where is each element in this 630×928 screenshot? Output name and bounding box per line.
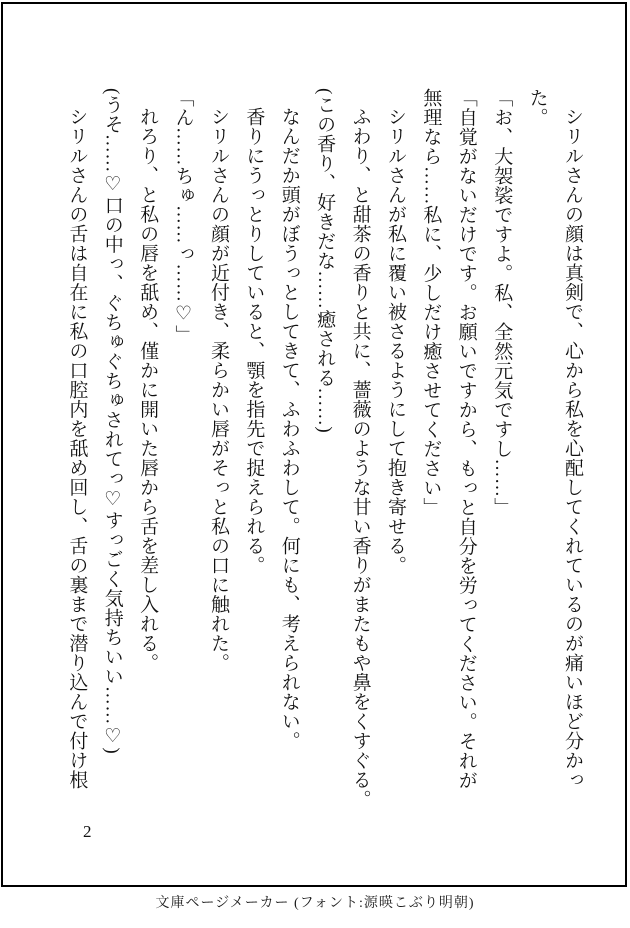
vertical-text-area (59, 88, 590, 809)
text-line: (うそ……♡口の中っ、ぐちゅぐちゅされてっ♡すっごく気持ちいい……♡) (101, 88, 123, 755)
text-line: シリルさんの舌は自在に私の口腔内を舐め回し、舌の裏まで潜り込んで付け根 (66, 107, 88, 790)
text-line: 「お、大袈裟ですよ。私、全然元気ですし……」 (491, 88, 513, 517)
page-frame (1, 2, 627, 887)
text-line: た。 (526, 88, 548, 127)
text-line: シリルさんの顔は真剣で、心から私を心配してくれているのが痛いほど分かっ (562, 107, 583, 790)
text-line: 「ん……ちゅ……っ……♡」 (172, 88, 194, 345)
text-line: シリルさんが私に覆い被さるようにして抱き寄せる。 (384, 107, 406, 575)
footer-credit: 文庫ページメーカー (フォント:源暎こぶり明朝) (155, 896, 475, 911)
text-line: れろり、と私の唇を舐め、僅かに開いた唇から舌を差し入れる。 (137, 107, 159, 673)
text-line: 無理なら……私に、少しだけ癒させてください」 (420, 88, 442, 517)
text-line: シリルさんの顔が近付き、柔らかい唇がそっと私の口に触れた。 (207, 107, 229, 673)
page-number: 2 (83, 822, 92, 841)
text-line: (この香り、好きだな……癒される……) (314, 88, 336, 434)
text-line: ふわり、と甜茶の香りと共に、薔薇のような甘い香りがまたもや鼻をくすぐる。 (349, 107, 371, 809)
text-line: なんだか頭がぼうっとしてきて、ふわふわして。何にも、考えられない。 (278, 107, 300, 751)
text-line: 「自覚がないだけです。お願いですから、もっと自分を労ってください。それが (455, 88, 477, 790)
text-line: 香りにうっとりしていると、顎を指先で捉えられる。 (243, 107, 265, 575)
